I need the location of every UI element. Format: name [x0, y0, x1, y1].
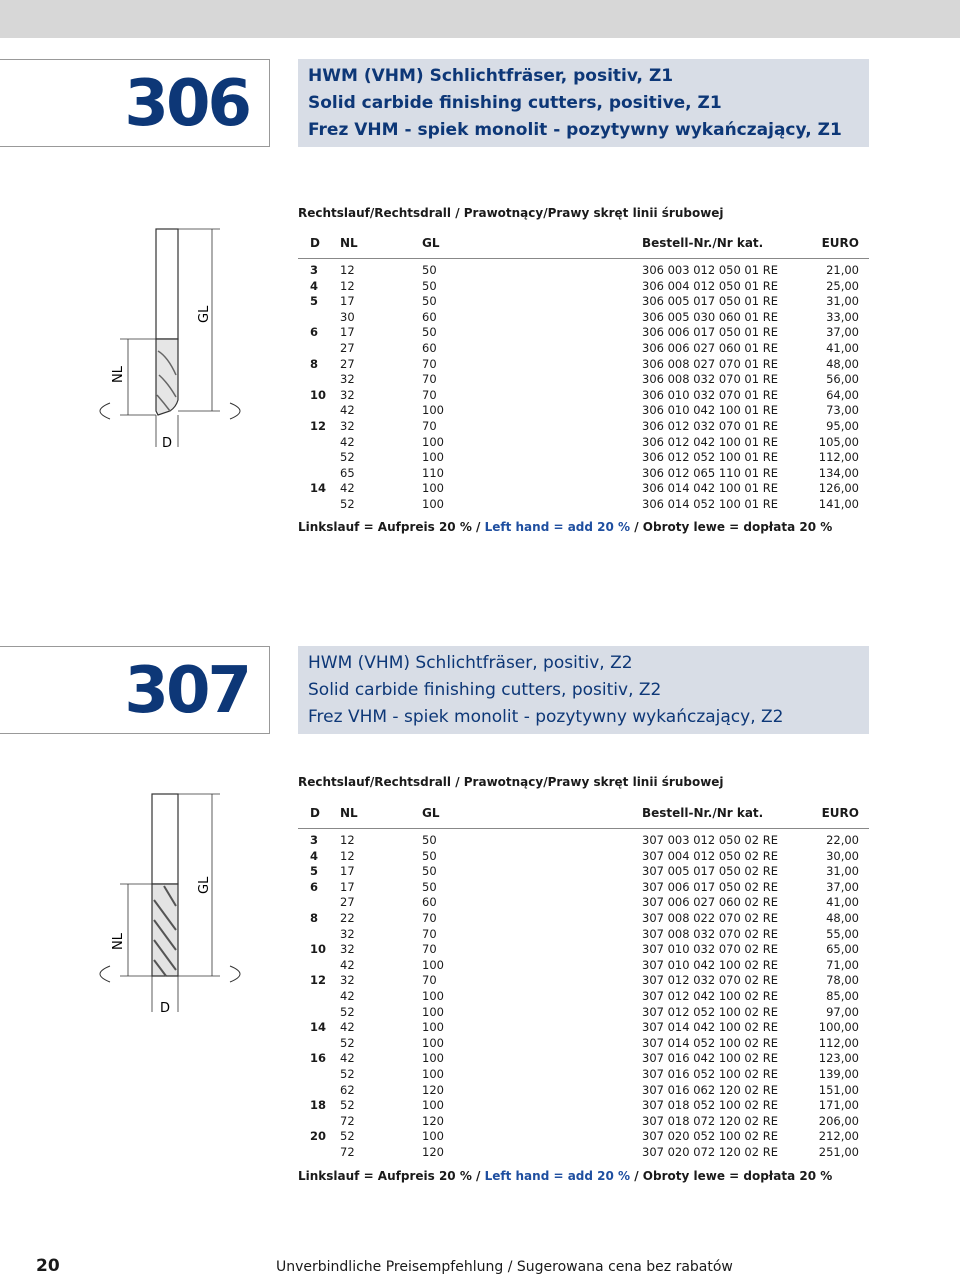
cell-gl: 100 — [422, 1066, 444, 1081]
cell-order-no: 307 016 042 100 02 RE — [642, 1051, 778, 1066]
table-row — [298, 1067, 869, 1083]
cell-gl: 50 — [422, 325, 437, 340]
cell-price: 33,00 — [826, 309, 859, 324]
cell-order-no: 307 018 072 120 02 RE — [642, 1113, 778, 1128]
cell-gl: 100 — [422, 1035, 444, 1050]
table-body — [298, 263, 869, 513]
cell-gl: 100 — [422, 496, 444, 511]
cell-nl: 12 — [340, 263, 355, 277]
table-row — [298, 942, 869, 958]
header-rule — [298, 828, 869, 829]
cell-gl: 100 — [422, 1098, 444, 1113]
cell-nl: 17 — [340, 879, 355, 894]
cell-nl: 72 — [340, 1113, 355, 1128]
nl-label: NL — [111, 933, 126, 950]
shank-shape — [152, 794, 178, 884]
cell-order-no: 307 003 012 050 02 RE — [642, 833, 778, 847]
cell-d: 12 — [310, 973, 327, 988]
cell-price: 56,00 — [826, 372, 859, 387]
rotation-arrow-left — [100, 966, 110, 982]
cell-order-no: 307 004 012 050 02 RE — [642, 848, 778, 863]
cell-price: 71,00 — [826, 957, 859, 972]
cell-price: 48,00 — [826, 910, 859, 925]
cell-price: 151,00 — [818, 1082, 859, 1097]
cell-price: 41,00 — [826, 340, 859, 355]
cell-d: 4 — [310, 848, 319, 863]
cell-nl: 52 — [340, 1066, 355, 1081]
top-band — [0, 0, 960, 38]
cell-price: 25,00 — [826, 278, 859, 293]
section-number: 306 — [124, 67, 249, 141]
table-row — [298, 927, 869, 943]
table-row — [298, 466, 869, 482]
cell-order-no: 306 006 017 050 01 RE — [642, 325, 778, 340]
cell-gl: 70 — [422, 910, 437, 925]
table-row — [298, 419, 869, 435]
cell-price: 126,00 — [818, 481, 859, 496]
table-row — [298, 989, 869, 1005]
table-row — [298, 911, 869, 927]
cell-gl: 100 — [422, 1129, 444, 1144]
table-row — [298, 1083, 869, 1099]
cell-order-no: 306 014 052 100 01 RE — [642, 496, 778, 511]
cell-price: 134,00 — [818, 465, 859, 480]
cell-order-no: 306 008 027 070 01 RE — [642, 356, 778, 371]
cell-nl: 32 — [340, 926, 355, 941]
cell-nl: 52 — [340, 1129, 355, 1144]
section-number-box — [0, 646, 270, 734]
cell-d: 20 — [310, 1129, 327, 1144]
cell-nl: 42 — [340, 1051, 355, 1066]
cell-gl: 50 — [422, 294, 437, 309]
title-de: HWM (VHM) Schlichtfräser, positiv, Z1 — [308, 66, 674, 86]
col-d: D — [310, 236, 320, 250]
table-header — [298, 806, 869, 828]
cell-gl: 50 — [422, 848, 437, 863]
table-row — [298, 388, 869, 404]
cell-price: 31,00 — [826, 294, 859, 309]
cell-nl: 52 — [340, 1098, 355, 1113]
title-pl: Frez VHM - spiek monolit - pozytywny wykańczający, Z2 — [308, 707, 784, 727]
table-row — [298, 310, 869, 326]
cell-d: 5 — [310, 864, 319, 879]
cell-price: 171,00 — [818, 1098, 859, 1113]
table-row — [298, 263, 869, 279]
cell-nl: 27 — [340, 340, 355, 355]
cell-order-no: 307 020 052 100 02 RE — [642, 1129, 778, 1144]
cell-nl: 52 — [340, 1004, 355, 1019]
rotation-arrow-right — [230, 403, 240, 419]
flute-shape — [156, 339, 178, 415]
col-nl: NL — [340, 236, 358, 250]
table-row — [298, 1051, 869, 1067]
cell-nl: 32 — [340, 372, 355, 387]
table-row — [298, 294, 869, 310]
section-title-box — [298, 646, 869, 734]
cell-gl: 120 — [422, 1113, 444, 1128]
cell-nl: 42 — [340, 988, 355, 1003]
table-row — [298, 833, 869, 849]
col-euro: EURO — [821, 236, 859, 250]
cell-d: 8 — [310, 910, 319, 925]
cell-nl: 32 — [340, 387, 355, 402]
cell-price: 123,00 — [818, 1051, 859, 1066]
table-row — [298, 880, 869, 896]
cell-order-no: 307 010 032 070 02 RE — [642, 942, 778, 957]
cell-order-no: 306 012 042 100 01 RE — [642, 434, 778, 449]
cell-order-no: 307 010 042 100 02 RE — [642, 957, 778, 972]
cell-price: 141,00 — [818, 496, 859, 511]
cell-nl: 27 — [340, 895, 355, 910]
cell-price: 100,00 — [818, 1020, 859, 1035]
cell-nl: 42 — [340, 434, 355, 449]
cell-gl: 100 — [422, 481, 444, 496]
cell-nl: 12 — [340, 278, 355, 293]
table-row — [298, 1005, 869, 1021]
cell-nl: 42 — [340, 403, 355, 418]
cell-order-no: 307 018 052 100 02 RE — [642, 1098, 778, 1113]
title-pl: Frez VHM - spiek monolit - pozytywny wykańczający, Z1 — [308, 120, 842, 140]
cell-gl: 60 — [422, 309, 437, 324]
table-row — [298, 849, 869, 865]
table-row — [298, 279, 869, 295]
cell-nl: 62 — [340, 1082, 355, 1097]
table-row — [298, 1020, 869, 1036]
cell-gl: 120 — [422, 1082, 444, 1097]
cell-d: 14 — [310, 1020, 327, 1035]
cell-order-no: 307 014 052 100 02 RE — [642, 1035, 778, 1050]
table-row — [298, 1114, 869, 1130]
cutter-diagram — [80, 790, 280, 1030]
cell-order-no: 306 010 042 100 01 RE — [642, 403, 778, 418]
table-row — [298, 1145, 869, 1161]
cell-gl: 70 — [422, 942, 437, 957]
table-row — [298, 864, 869, 880]
cell-nl: 52 — [340, 450, 355, 465]
cell-gl: 60 — [422, 340, 437, 355]
cell-gl: 100 — [422, 434, 444, 449]
cell-nl: 42 — [340, 957, 355, 972]
cell-nl: 17 — [340, 294, 355, 309]
d-label: D — [160, 1001, 171, 1016]
rotation-arrow-right — [230, 966, 240, 982]
cell-gl: 100 — [422, 1020, 444, 1035]
table-row — [298, 1036, 869, 1052]
cell-nl: 32 — [340, 973, 355, 988]
cell-gl: 110 — [422, 465, 444, 480]
col-euro: EURO — [821, 806, 859, 820]
cell-nl: 30 — [340, 309, 355, 324]
cell-d: 6 — [310, 879, 319, 894]
cell-d: 3 — [310, 263, 319, 277]
cell-gl: 70 — [422, 418, 437, 433]
table-row — [298, 973, 869, 989]
cell-nl: 52 — [340, 496, 355, 511]
header-rule — [298, 258, 869, 259]
cell-d: 3 — [310, 833, 319, 847]
cell-gl: 50 — [422, 879, 437, 894]
cell-price: 22,00 — [826, 833, 859, 847]
note-en: Left hand = add 20 % — [484, 520, 631, 534]
cell-order-no: 307 016 052 100 02 RE — [642, 1066, 778, 1081]
col-order-no: Bestell-Nr./Nr kat. — [642, 236, 764, 250]
cell-gl: 70 — [422, 387, 437, 402]
cell-price: 206,00 — [818, 1113, 859, 1128]
cell-order-no: 306 012 065 110 01 RE — [642, 465, 778, 480]
cell-order-no: 306 012 052 100 01 RE — [642, 450, 778, 465]
cell-nl: 42 — [340, 481, 355, 496]
note-de: Linkslauf = Aufpreis 20 % / — [298, 520, 485, 534]
section-number: 307 — [124, 654, 249, 728]
cell-order-no: 307 005 017 050 02 RE — [642, 864, 778, 879]
cell-gl: 70 — [422, 372, 437, 387]
gl-label: GL — [197, 876, 212, 894]
cell-d: 16 — [310, 1051, 327, 1066]
cell-gl: 70 — [422, 973, 437, 988]
col-gl: GL — [422, 236, 440, 250]
cell-nl: 22 — [340, 910, 355, 925]
cell-nl: 12 — [340, 848, 355, 863]
cell-order-no: 307 020 072 120 02 RE — [642, 1144, 778, 1159]
d-label: D — [162, 436, 173, 451]
col-gl: GL — [422, 806, 440, 820]
cell-price: 21,00 — [826, 263, 859, 277]
cell-order-no: 307 006 027 060 02 RE — [642, 895, 778, 910]
section-title-box — [298, 59, 869, 147]
cell-order-no: 306 004 012 050 01 RE — [642, 278, 778, 293]
footer-note: Unverbindliche Preisempfehlung / Sugerowana cena bez rabatów — [276, 1259, 733, 1275]
cell-nl: 12 — [340, 833, 355, 847]
cell-gl: 70 — [422, 356, 437, 371]
cell-price: 105,00 — [818, 434, 859, 449]
cell-order-no: 307 014 042 100 02 RE — [642, 1020, 778, 1035]
table-row — [298, 357, 869, 373]
cell-order-no: 307 012 032 070 02 RE — [642, 973, 778, 988]
rotation-arrow-left — [100, 403, 110, 419]
table-row — [298, 341, 869, 357]
rotation-subtitle: Rechtslauf/Rechtsdrall / Prawotnący/Prawy skręt linii śrubowej — [298, 775, 724, 789]
shank-shape — [156, 229, 178, 339]
cell-d: 10 — [310, 387, 327, 402]
cell-order-no: 306 014 042 100 01 RE — [642, 481, 778, 496]
nl-label: NL — [111, 366, 126, 383]
gl-label: GL — [197, 305, 212, 323]
table-row — [298, 958, 869, 974]
cell-nl: 32 — [340, 418, 355, 433]
cell-order-no: 306 003 012 050 01 RE — [642, 263, 778, 277]
cell-order-no: 306 006 027 060 01 RE — [642, 340, 778, 355]
table-row — [298, 372, 869, 388]
cell-nl: 32 — [340, 942, 355, 957]
cell-nl: 42 — [340, 1020, 355, 1035]
cell-price: 64,00 — [826, 387, 859, 402]
cell-nl: 52 — [340, 1035, 355, 1050]
left-hand-note — [298, 520, 832, 534]
title-en: Solid carbide finishing cutters, positiv, Z2 — [308, 680, 662, 700]
cell-price: 85,00 — [826, 988, 859, 1003]
table-row — [298, 497, 869, 513]
table-row — [298, 1129, 869, 1145]
section-number-box — [0, 59, 270, 147]
cell-price: 41,00 — [826, 895, 859, 910]
cell-gl: 100 — [422, 1004, 444, 1019]
note-de: Linkslauf = Aufpreis 20 % / — [298, 1169, 485, 1183]
cell-order-no: 307 008 022 070 02 RE — [642, 910, 778, 925]
cell-price: 139,00 — [818, 1066, 859, 1081]
cell-price: 73,00 — [826, 403, 859, 418]
cell-gl: 100 — [422, 403, 444, 418]
cell-d: 5 — [310, 294, 319, 309]
cell-order-no: 307 006 017 050 02 RE — [642, 879, 778, 894]
cell-price: 65,00 — [826, 942, 859, 957]
cell-price: 97,00 — [826, 1004, 859, 1019]
table-header — [298, 236, 869, 258]
cell-gl: 60 — [422, 895, 437, 910]
cell-order-no: 307 016 062 120 02 RE — [642, 1082, 778, 1097]
table-body — [298, 833, 869, 1160]
cell-gl: 100 — [422, 1051, 444, 1066]
cutter-diagram — [80, 225, 280, 465]
note-en: Left hand = add 20 % — [484, 1169, 631, 1183]
cell-gl: 50 — [422, 278, 437, 293]
table-row — [298, 895, 869, 911]
cell-nl: 27 — [340, 356, 355, 371]
cell-order-no: 306 008 032 070 01 RE — [642, 372, 778, 387]
note-pl: / Obroty lewe = dopłata 20 % — [630, 1169, 833, 1183]
cell-order-no: 306 012 032 070 01 RE — [642, 418, 778, 433]
cell-price: 95,00 — [826, 418, 859, 433]
rotation-subtitle: Rechtslauf/Rechtsdrall / Prawotnący/Prawy skręt linii śrubowej — [298, 206, 724, 220]
cell-d: 12 — [310, 418, 327, 433]
cell-price: 48,00 — [826, 356, 859, 371]
cell-price: 55,00 — [826, 926, 859, 941]
cell-gl: 70 — [422, 926, 437, 941]
title-de: HWM (VHM) Schlichtfräser, positiv, Z2 — [308, 653, 633, 673]
cell-d: 10 — [310, 942, 327, 957]
cell-nl: 17 — [340, 325, 355, 340]
cell-gl: 100 — [422, 988, 444, 1003]
cell-gl: 50 — [422, 833, 437, 847]
cell-d: 6 — [310, 325, 319, 340]
cell-d: 18 — [310, 1098, 327, 1113]
col-nl: NL — [340, 806, 358, 820]
cell-order-no: 307 008 032 070 02 RE — [642, 926, 778, 941]
cell-order-no: 306 005 017 050 01 RE — [642, 294, 778, 309]
cell-d: 8 — [310, 356, 319, 371]
cell-price: 30,00 — [826, 848, 859, 863]
cell-gl: 50 — [422, 263, 437, 277]
product-table — [298, 236, 869, 513]
cell-price: 37,00 — [826, 879, 859, 894]
product-table — [298, 806, 869, 1160]
cell-order-no: 306 005 030 060 01 RE — [642, 309, 778, 324]
cell-order-no: 306 010 032 070 01 RE — [642, 387, 778, 402]
table-row — [298, 403, 869, 419]
table-row — [298, 1098, 869, 1114]
table-row — [298, 325, 869, 341]
page-number: 20 — [36, 1256, 60, 1276]
col-d: D — [310, 806, 320, 820]
cell-price: 251,00 — [818, 1144, 859, 1159]
cell-price: 78,00 — [826, 973, 859, 988]
cell-nl: 72 — [340, 1144, 355, 1159]
cell-d: 14 — [310, 481, 327, 496]
cell-gl: 100 — [422, 957, 444, 972]
title-en: Solid carbide finishing cutters, positive, Z1 — [308, 93, 722, 113]
cell-nl: 65 — [340, 465, 355, 480]
cell-gl: 100 — [422, 450, 444, 465]
left-hand-note — [298, 1169, 832, 1183]
cell-price: 31,00 — [826, 864, 859, 879]
cell-gl: 120 — [422, 1144, 444, 1159]
cell-d: 4 — [310, 278, 319, 293]
table-row — [298, 435, 869, 451]
table-row — [298, 450, 869, 466]
cell-price: 112,00 — [818, 450, 859, 465]
cell-gl: 50 — [422, 864, 437, 879]
cell-order-no: 307 012 052 100 02 RE — [642, 1004, 778, 1019]
cell-nl: 17 — [340, 864, 355, 879]
cell-price: 212,00 — [818, 1129, 859, 1144]
cell-order-no: 307 012 042 100 02 RE — [642, 988, 778, 1003]
cell-price: 112,00 — [818, 1035, 859, 1050]
note-pl: / Obroty lewe = dopłata 20 % — [630, 520, 833, 534]
cell-price: 37,00 — [826, 325, 859, 340]
table-row — [298, 481, 869, 497]
col-order-no: Bestell-Nr./Nr kat. — [642, 806, 764, 820]
